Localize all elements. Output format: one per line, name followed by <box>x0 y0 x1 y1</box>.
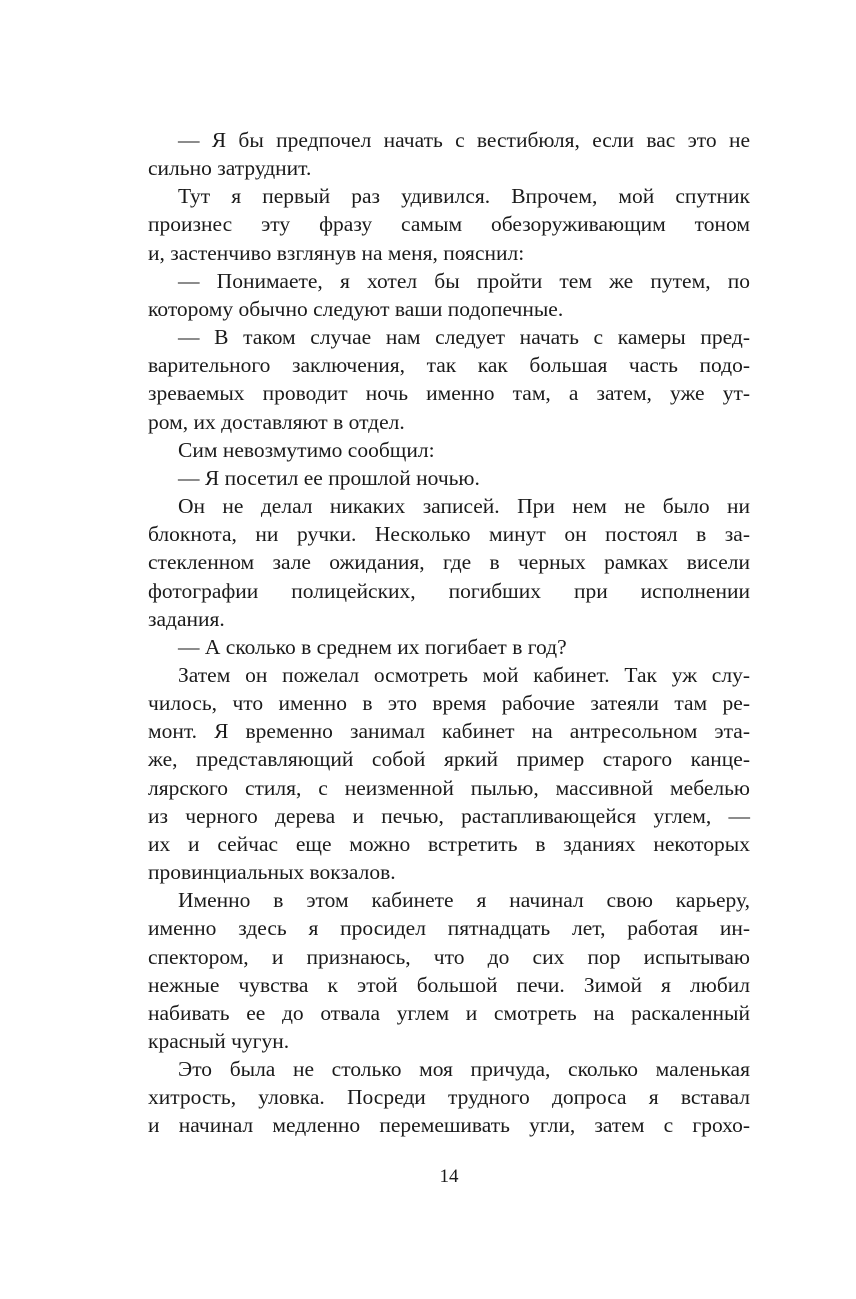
text-line: произнес эту фразу самым обезоруживающим тоном <box>148 212 750 237</box>
text-line: набивать ее до отвала углем и смотреть на раскаленный <box>148 1000 750 1025</box>
text-line: Сим невозмутимо сообщил: <box>178 437 435 462</box>
text-line: — Понимаете, я хотел бы пройти тем же путем, по <box>178 268 750 293</box>
text-line: их и сейчас еще можно встретить в зданиях некоторых <box>148 831 750 856</box>
text-line: и начинал медленно перемешивать угли, затем с грохо- <box>148 1113 750 1138</box>
text-line: — Я посетил ее прошлой ночью. <box>178 465 480 490</box>
text-line: стекленном зале ожидания, где в черных рамках висели <box>148 550 750 575</box>
text-line: — А сколько в среднем их погибает в год? <box>178 634 567 659</box>
text-line: сильно затруднит. <box>148 156 312 181</box>
text-line: хитрость, уловка. Посреди трудного допроса я вставал <box>148 1085 750 1110</box>
text-line: задания. <box>148 606 225 631</box>
text-line: монт. Я временно занимал кабинет на антресольном эта- <box>148 719 750 744</box>
text-line: провинциальных вокзалов. <box>148 860 396 885</box>
text-line: чилось, что именно в это время рабочие затеяли там ре- <box>148 691 750 716</box>
text-line: именно здесь я просидел пятнадцать лет, работая ин- <box>148 916 750 941</box>
page-number: 14 <box>439 1166 459 1187</box>
text-line: и, застенчиво взглянув на меня, пояснил: <box>148 240 525 265</box>
text-line: — Я бы предпочел начать с вестибюля, если вас это не <box>178 128 750 152</box>
text-line: Это была не столько моя причуда, сколько маленькая <box>178 1057 750 1082</box>
text-line: блокнота, ни ручки. Несколько минут он постоял в за- <box>148 522 750 547</box>
text-line: лярского стиля, с неизменной пылью, массивной мебелью <box>148 775 750 800</box>
text-line: Затем он пожелал осмотреть мой кабинет. Так уж слу- <box>178 662 750 687</box>
page-body-text <box>148 126 750 1140</box>
text-line: фотографии полицейских, погибших при исполнении <box>148 578 750 603</box>
text-line: варительного заключения, так как большая часть подо- <box>148 353 750 378</box>
text-line: из черного дерева и печью, растапливающейся углем, — <box>148 803 750 828</box>
text-line: ром, их доставляют в отдел. <box>148 409 405 434</box>
text-line: нежные чувства к этой большой печи. Зимой я любил <box>148 972 750 997</box>
text-line: Именно в этом кабинете я начинал свою карьеру, <box>178 888 750 913</box>
text-line: спектором, и признаюсь, что до сих пор испытываю <box>148 944 750 969</box>
text-line: же, представляющий собой яркий пример старого канце- <box>148 747 750 772</box>
text-line: зреваемых проводит ночь именно там, а затем, уже ут- <box>148 381 750 406</box>
text-line: которому обычно следуют ваши подопечные. <box>148 296 564 321</box>
text-line: Тут я первый раз удивился. Впрочем, мой спутник <box>178 184 750 209</box>
text-line: красный чугун. <box>148 1029 290 1053</box>
text-line: Он не делал никаких записей. При нем не было ни <box>178 494 750 519</box>
text-line: — В таком случае нам следует начать с камеры пред- <box>178 325 750 350</box>
